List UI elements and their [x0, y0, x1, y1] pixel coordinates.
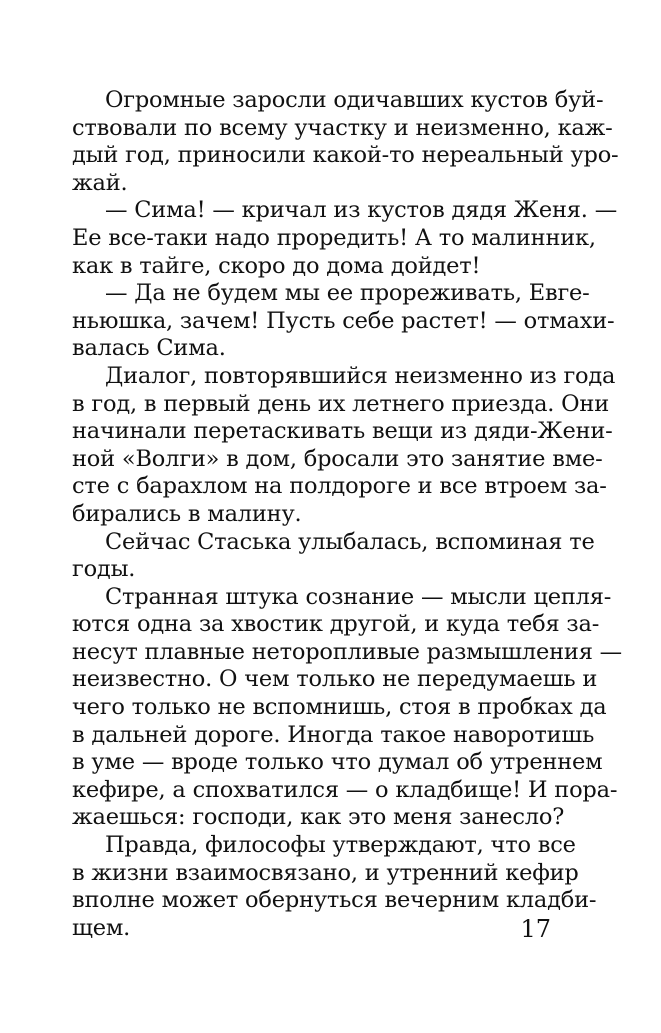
- text-line: вполне может обернуться вечерним кладби-: [72, 887, 597, 914]
- text-line: щем.: [72, 914, 131, 941]
- text-line: неизвестно. О чем только не передумаешь и: [72, 666, 598, 693]
- text-line: ной «Волги» в дом, бросали это занятие вме-: [72, 445, 603, 472]
- text-line: несут плавные неторопливые размышления —: [72, 638, 622, 665]
- text-line: Диалог, повторявшийся неизменно из года: [105, 362, 616, 389]
- text-line: как в тайге, скоро до дома дойдет!: [72, 252, 481, 279]
- paragraph: [72, 528, 595, 584]
- paragraph: [72, 362, 616, 529]
- paragraph: [72, 197, 617, 280]
- text-line: начинали перетаскивать вещи из дяди-Жени-: [72, 418, 613, 445]
- text-line: в дальней дороге. Иногда такое наворотишь: [72, 721, 595, 748]
- text-line: в год, в первый день их летнего приезда. Они: [72, 390, 610, 417]
- page-number: 17: [520, 915, 551, 943]
- text-line: бирались в малину.: [72, 500, 302, 527]
- text-line: жаешься: господи, как это меня занесло?: [72, 804, 565, 831]
- text-line: Странная штука сознание — мысли цепля-: [105, 583, 612, 610]
- text-line: валась Сима.: [72, 335, 226, 362]
- text-line: — Да не будем мы ее прореживать, Евге-: [105, 280, 590, 307]
- text-line: в жизни взаимосвязано, и утренний кефир: [72, 859, 579, 886]
- body-text: [72, 87, 622, 942]
- text-line: в уме — вроде только что думал об утреннем: [72, 749, 603, 776]
- text-line: ньюшка, зачем! Пусть себе растет! — отмахи-: [72, 307, 615, 334]
- text-line: дый год, приносили какой-то нереальный уро-: [72, 142, 619, 169]
- paragraph: [72, 832, 597, 942]
- paragraph: [72, 87, 619, 197]
- text-line: Огромные заросли одичавших кустов буй-: [105, 87, 604, 113]
- text-line: годы.: [72, 556, 136, 583]
- text-line: Сейчас Стаська улыбалась, вспоминая те: [105, 528, 595, 555]
- paragraph: [72, 280, 615, 363]
- text-line: сте с барахлом на полдороге и все втроем за-: [72, 473, 607, 500]
- text-line: кефире, а спохватился — о кладбище! И пора-: [72, 776, 618, 803]
- text-line: Правда, философы утверждают, что все: [105, 832, 576, 859]
- text-line: ствовали по всему участку и неизменно, каж-: [72, 114, 613, 141]
- text-line: — Сима! — кричал из кустов дядя Женя. —: [105, 197, 617, 224]
- text-line: чего только не вспомнишь, стоя в пробках да: [72, 694, 607, 721]
- text-line: Ее все-таки надо проредить! А то малинник,: [72, 224, 596, 251]
- paragraph: [72, 583, 622, 832]
- text-line: жай.: [72, 169, 128, 196]
- text-line: ются одна за хвостик другой, и куда тебя за-: [72, 611, 600, 638]
